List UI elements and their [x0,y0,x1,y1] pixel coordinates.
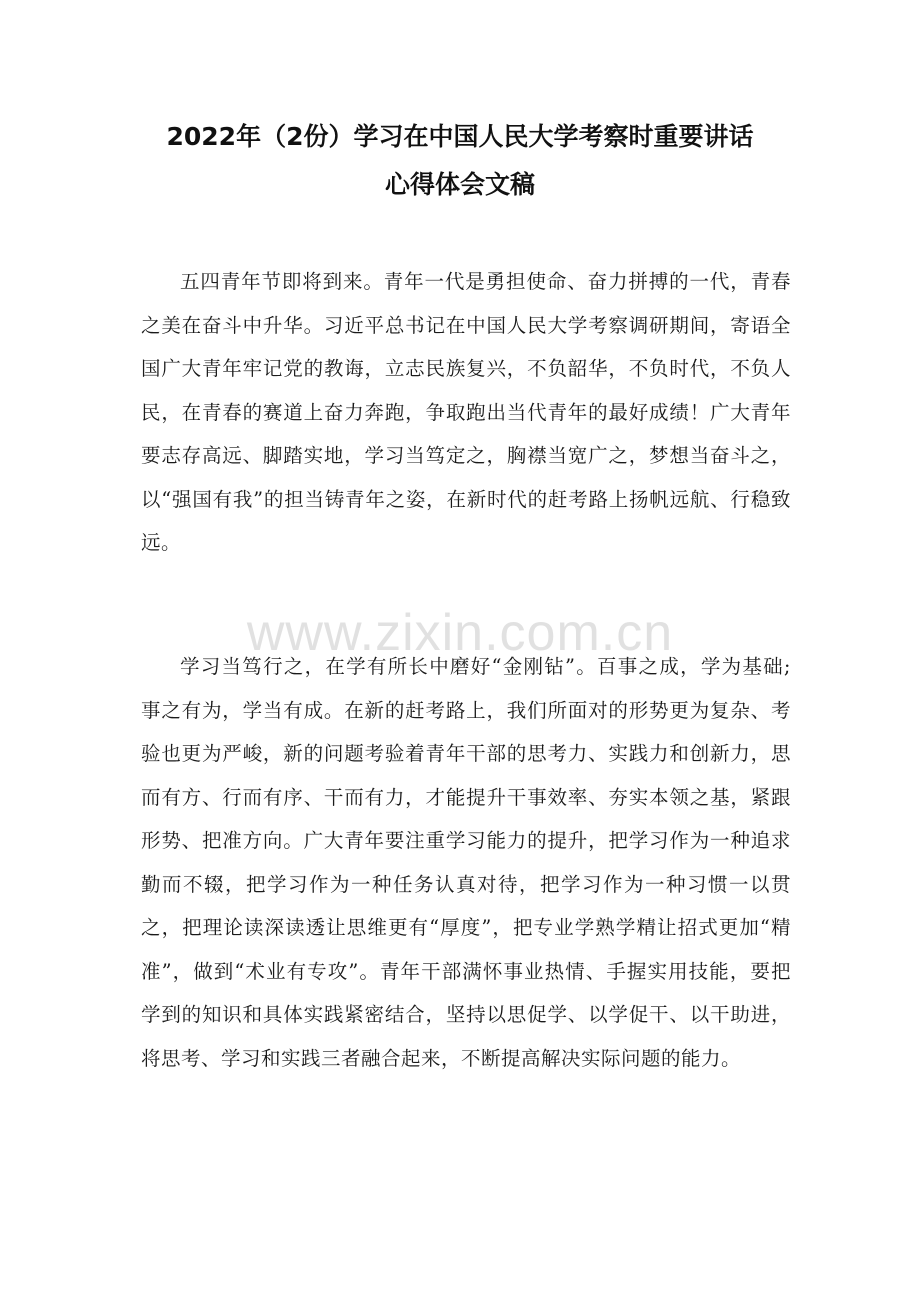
paragraph-2: 学习当笃行之，在学有所长中磨好“金刚钻”。百事之成，学为基础; 事之有为，学当有成。在新的赶考路上，我们所面对的形势更为复杂、考验也更为严峻，新的问题考验着青年干部的思考力、实践力和创新力，思而有方、行而有序、干而有力，才能提升干事效率、夯实本领之基，紧跟形势、把准方向。广大青年要注重学习能力的提升，把学习作为一种追求勤而不辍，把学习作为一种任务认真对待，把学习作为一种习惯一以贯之，把理论读深读透让思维更有“厚度”，把专业学熟学精让招式更加“精准”，做到“术业有专攻”。青年干部满怀事业热情、手握实用技能，要把学到的知识和具体实践紧密结合，坚持以思促学、以学促干、以干助进，将思考、学习和实践三者融合起来，不断提高解决实际问题的能力。 [141,655,791,1070]
document-title-line-1: 2022年（2份）学习在中国人民大学考察时重要讲话 [166,122,754,151]
paragraph-1: 五四青年节即将到来。青年一代是勇担使命、奋力拼搏的一代，青春之美在奋斗中升华。习近平总书记在中国人民大学考察调研期间，寄语全国广大青年牢记党的教诲，立志民族复兴，不负韶华，不负时代，不负人民，在青春的赛道上奋力奔跑，争取跑出当代青年的最好成绩！广大青年要志存高远、脚踏实地，学习当笃定之，胸襟当宽广之，梦想当奋斗之，以“强国有我”的担当铸青年之姿，在新时代的赶考路上扬帆远航、行稳致远。 [141,270,791,554]
watermark: www.zixin.com.cn [246,604,674,662]
document-title-line-2: 心得体会文稿 [384,170,535,199]
